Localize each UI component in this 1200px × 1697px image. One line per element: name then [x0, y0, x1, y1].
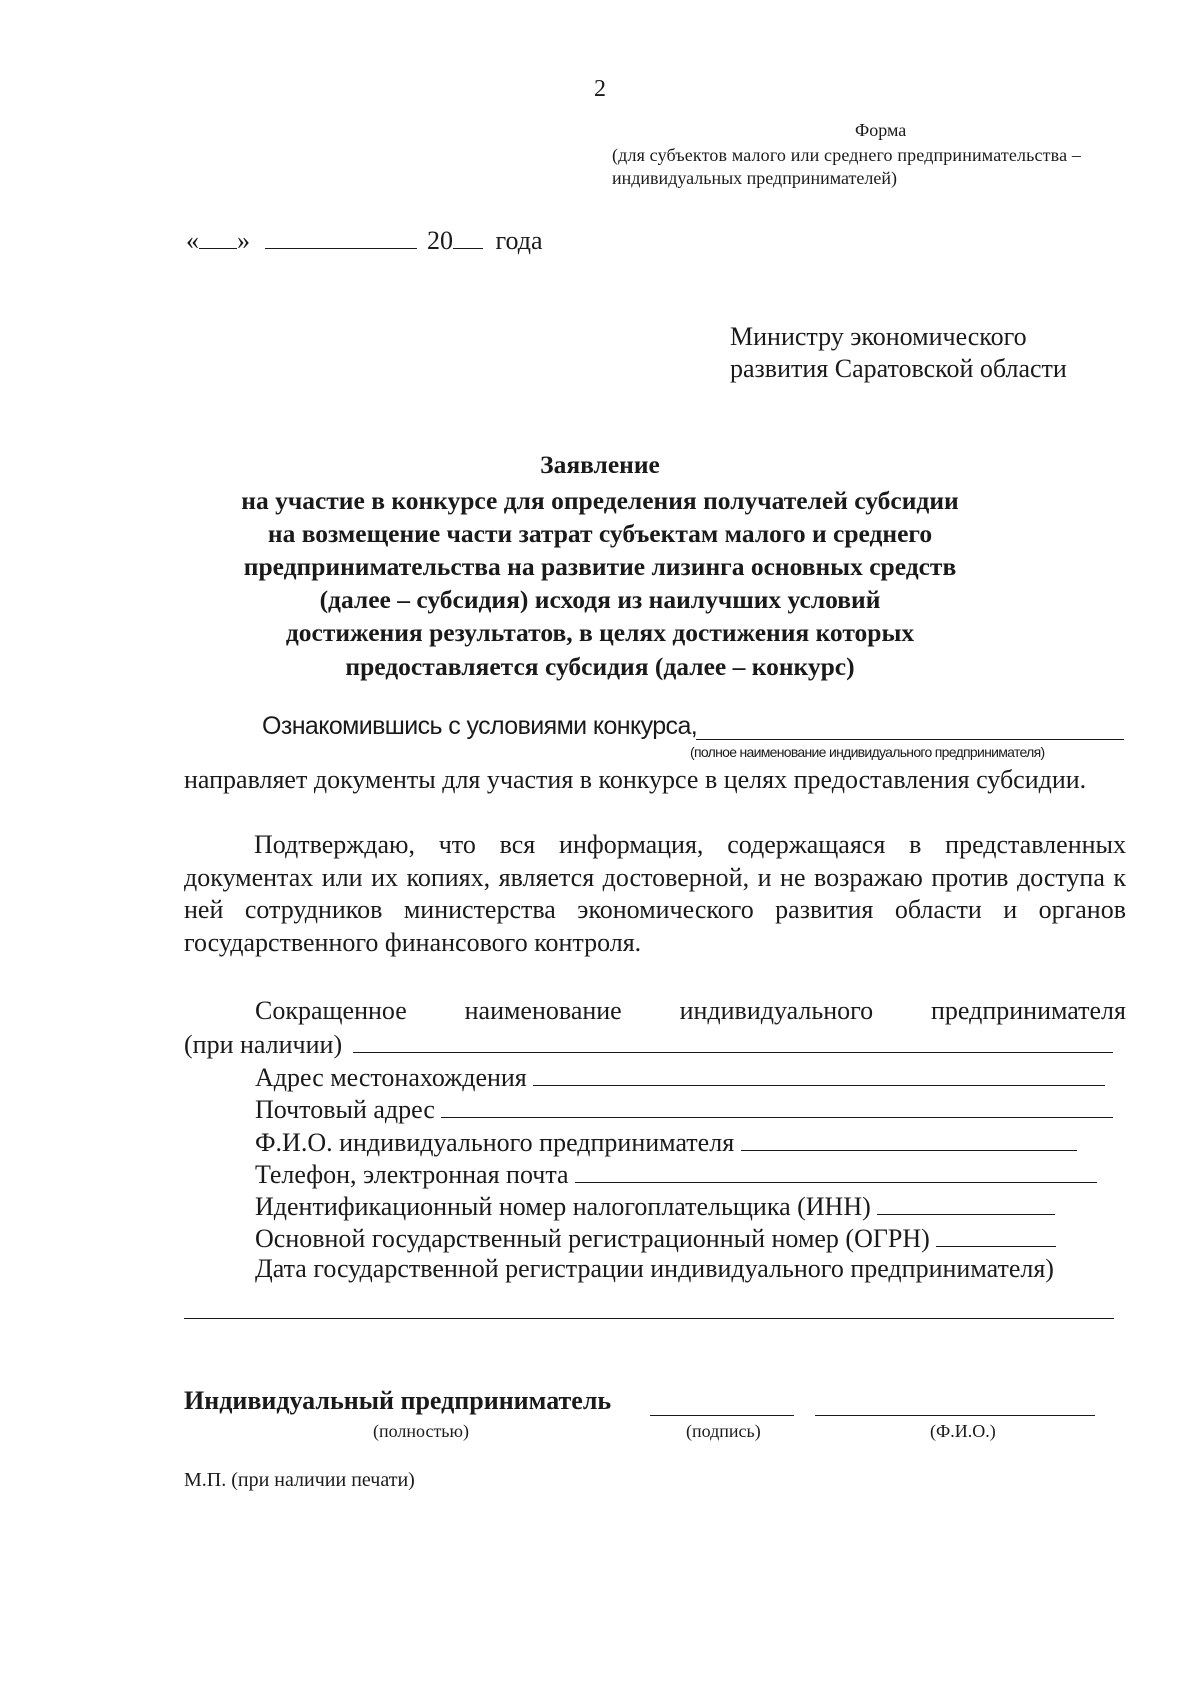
intro-text: Ознакомившись с условиями конкурса, [262, 712, 698, 740]
short-name-tail: (при наличии) [184, 1030, 343, 1059]
page-number: 2 [594, 76, 606, 102]
document-title: Заявление [540, 450, 660, 479]
short-name-word-3: индивидуального [679, 996, 874, 1025]
date-year-suffix: года [495, 226, 543, 255]
short-name-word-4: предпринимателя [931, 996, 1126, 1025]
address-row [255, 1061, 1105, 1093]
caption-fio: (Ф.И.О.) [930, 1421, 996, 1441]
reg-date-label: Дата государственной регистрации индивидуального предпринимателя) [255, 1254, 1054, 1283]
addressee-line-1: Министру экономического [730, 322, 1027, 351]
title-line-4: предпринимательства на развитие лизинга основных средств [243, 552, 957, 581]
date-year-blank[interactable] [453, 224, 483, 249]
date-row [186, 224, 543, 256]
inn-row [255, 1190, 1055, 1222]
full-name-caption: (полное наименование индивидуального предпринимателя) [690, 744, 1045, 760]
date-month-blank[interactable] [265, 224, 417, 249]
postal-blank[interactable] [441, 1093, 1113, 1118]
short-name-label [184, 996, 1126, 1026]
ogrn-blank[interactable] [936, 1222, 1056, 1247]
title-line-5: (далее – субсидия) исходя из наилучших условий [319, 585, 881, 614]
postal-label: Почтовый адрес [255, 1095, 435, 1124]
inn-blank[interactable] [877, 1190, 1055, 1215]
short-name-word-2: наименование [464, 996, 622, 1025]
fio-row [255, 1126, 1077, 1158]
postal-row [255, 1093, 1113, 1125]
short-name-blank[interactable] [353, 1028, 1113, 1053]
ogrn-label: Основной государственный регистрационный номер (ОГРН) [255, 1224, 930, 1253]
contacts-row [255, 1158, 1097, 1190]
form-note-line-1: (для субъектов малого или среднего предпринимательства – [612, 145, 1082, 165]
date-day-blank[interactable] [199, 224, 237, 249]
full-name-blank[interactable] [696, 713, 1124, 740]
address-label: Адрес местонахождения [255, 1063, 527, 1092]
paragraph-submission: направляет документы для участия в конкурсе в целях предоставления субсидии. [184, 765, 1087, 794]
contacts-label: Телефон, электронная почта [255, 1160, 569, 1189]
signer-label: Индивидуальный предприниматель [184, 1386, 612, 1415]
fio-label: Ф.И.О. индивидуального предпринимателя [255, 1128, 735, 1157]
signer-fio-blank[interactable] [815, 1391, 1095, 1416]
form-note-line-2: индивидуальных предпринимателей) [612, 168, 897, 188]
caption-signature: (подпись) [686, 1421, 761, 1441]
signature-blank[interactable] [650, 1391, 794, 1416]
date-open-quote: « [186, 226, 199, 255]
date-year-prefix: 20 [427, 226, 453, 255]
ogrn-row [255, 1222, 1056, 1254]
title-line-2: на участие в конкурсе для определения получателей субсидии [241, 486, 959, 515]
address-blank[interactable] [533, 1061, 1105, 1086]
form-label: Форма [855, 120, 907, 140]
reg-date-blank[interactable] [184, 1296, 1114, 1319]
title-line-7: предоставляется субсидия (далее – конкурс) [345, 652, 855, 681]
date-close-quote: » [237, 226, 250, 255]
caption-full: (полностью) [373, 1421, 469, 1441]
short-name-row [184, 1028, 1113, 1060]
title-line-6: достижения результатов, в целях достижения которых [285, 618, 915, 647]
inn-label: Идентификационный номер налогоплательщика (ИНН) [255, 1192, 871, 1221]
addressee-line-2: развития Саратовской области [730, 354, 1067, 383]
contacts-blank[interactable] [575, 1158, 1097, 1183]
paragraph-confirmation: Подтверждаю, что вся информация, содержащаяся в представленных документах или их копиях, является достоверной, и не возражаю против доступа к ней сотрудников министерства экономического развития области и органов государственного финансового контроля. [184, 830, 1126, 957]
stamp-note: М.П. (при наличии печати) [184, 1469, 415, 1491]
short-name-word-1: Сокращенное [255, 996, 407, 1025]
title-line-3: на возмещение части затрат субъектам малого и среднего [267, 519, 933, 548]
fio-blank[interactable] [741, 1126, 1077, 1151]
